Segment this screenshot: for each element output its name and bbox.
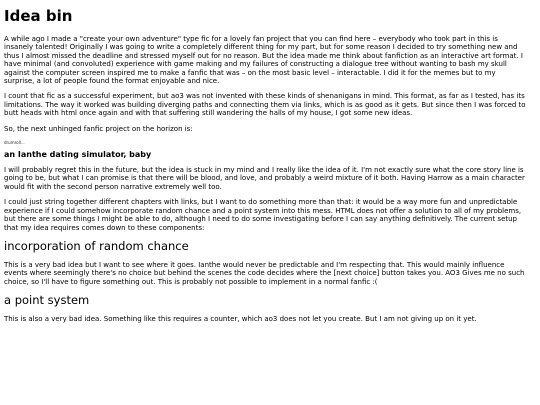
intro-paragraph-2: I count that fic as a successful experiment, but ao3 was not invented with these kinds of shenanigans in mind. This format, as far as I tested, has its limitations. The way it worked was building diverging paths and connecting them via links, which is as good as it gets. But since then I was forced to butt heads with html once again and with that suffering still wandering the halls of my house, I got some new ideas. — [4, 92, 526, 118]
intro-paragraph-3: So, the next unhinged fanfic project on the horizon is: — [4, 124, 193, 133]
intro-paragraph-1: A while ago I made a "create your own adventure" type fic for a lovely fan project that you can find here – everybody who took part in this is insanely talented! Originally I was going to write a completely different thing for my part, but for some reason I decided to try something new and thus I almost missed the deadline and stressed myself out for no reason. But the idea made me think about fanfiction as an interactive art format. I have minimal (and convoluted) experience with game making and my failures of constructing a dialogue tree without wanting to bash my skull against the computer screen inspired me to make a fanfic that was – on the most basic level – interactable. I did it for the memes but to my surprise, a lot of people found the format enjoyable and nice. — [4, 35, 523, 86]
section-heading-random-chance: incorporation of random chance — [4, 238, 189, 253]
project-title: an Ianthe dating simulator, baby — [4, 150, 152, 160]
section-heading-point-system: a point system — [4, 293, 90, 308]
main-paragraph-1: I will probably regret this in the future, but the idea is stuck in my mind and I really like the idea of it. I'm not exactly sure what the core story line is going to be, but what I can promise is that there will be blood, and love, and probably a weird mixture of it both. Having Harrow as a main character would fit with the second person narrative extremely well too. — [4, 166, 525, 191]
page-title: Idea bin — [4, 7, 73, 25]
drumroll-note: drumroll... — [4, 140, 25, 146]
main-paragraph-2: I could just string together different chapters with links, but I want to do something more than that: it would be a way more fun and unpredictable experience if I could somehow incorporate random chance and a point system into this mess. HTML does not offer a solution to all of my problems, but there are some things I might be able to do, although I need to do some investigating before I can say anything definitively. The current setup that my idea requires comes down to these components: — [4, 198, 522, 232]
section-text-random-chance: This is a very bad idea but I want to see where it goes. Ianthe would never be predictable and I'm respecting that. This would mainly influence events where seemingly there's no choice but behind the scenes the code decides where the [next choice] button takes you. AO3 Gives me no such choice, so I'll have to figure something out. This is probably not possible to implement in a normal fanfic :( — [4, 260, 525, 286]
section-text-point-system: This is also a very bad idea. Something like this requires a counter, which ao3 does not let you create. But I am not giving up on it yet. — [4, 315, 477, 324]
